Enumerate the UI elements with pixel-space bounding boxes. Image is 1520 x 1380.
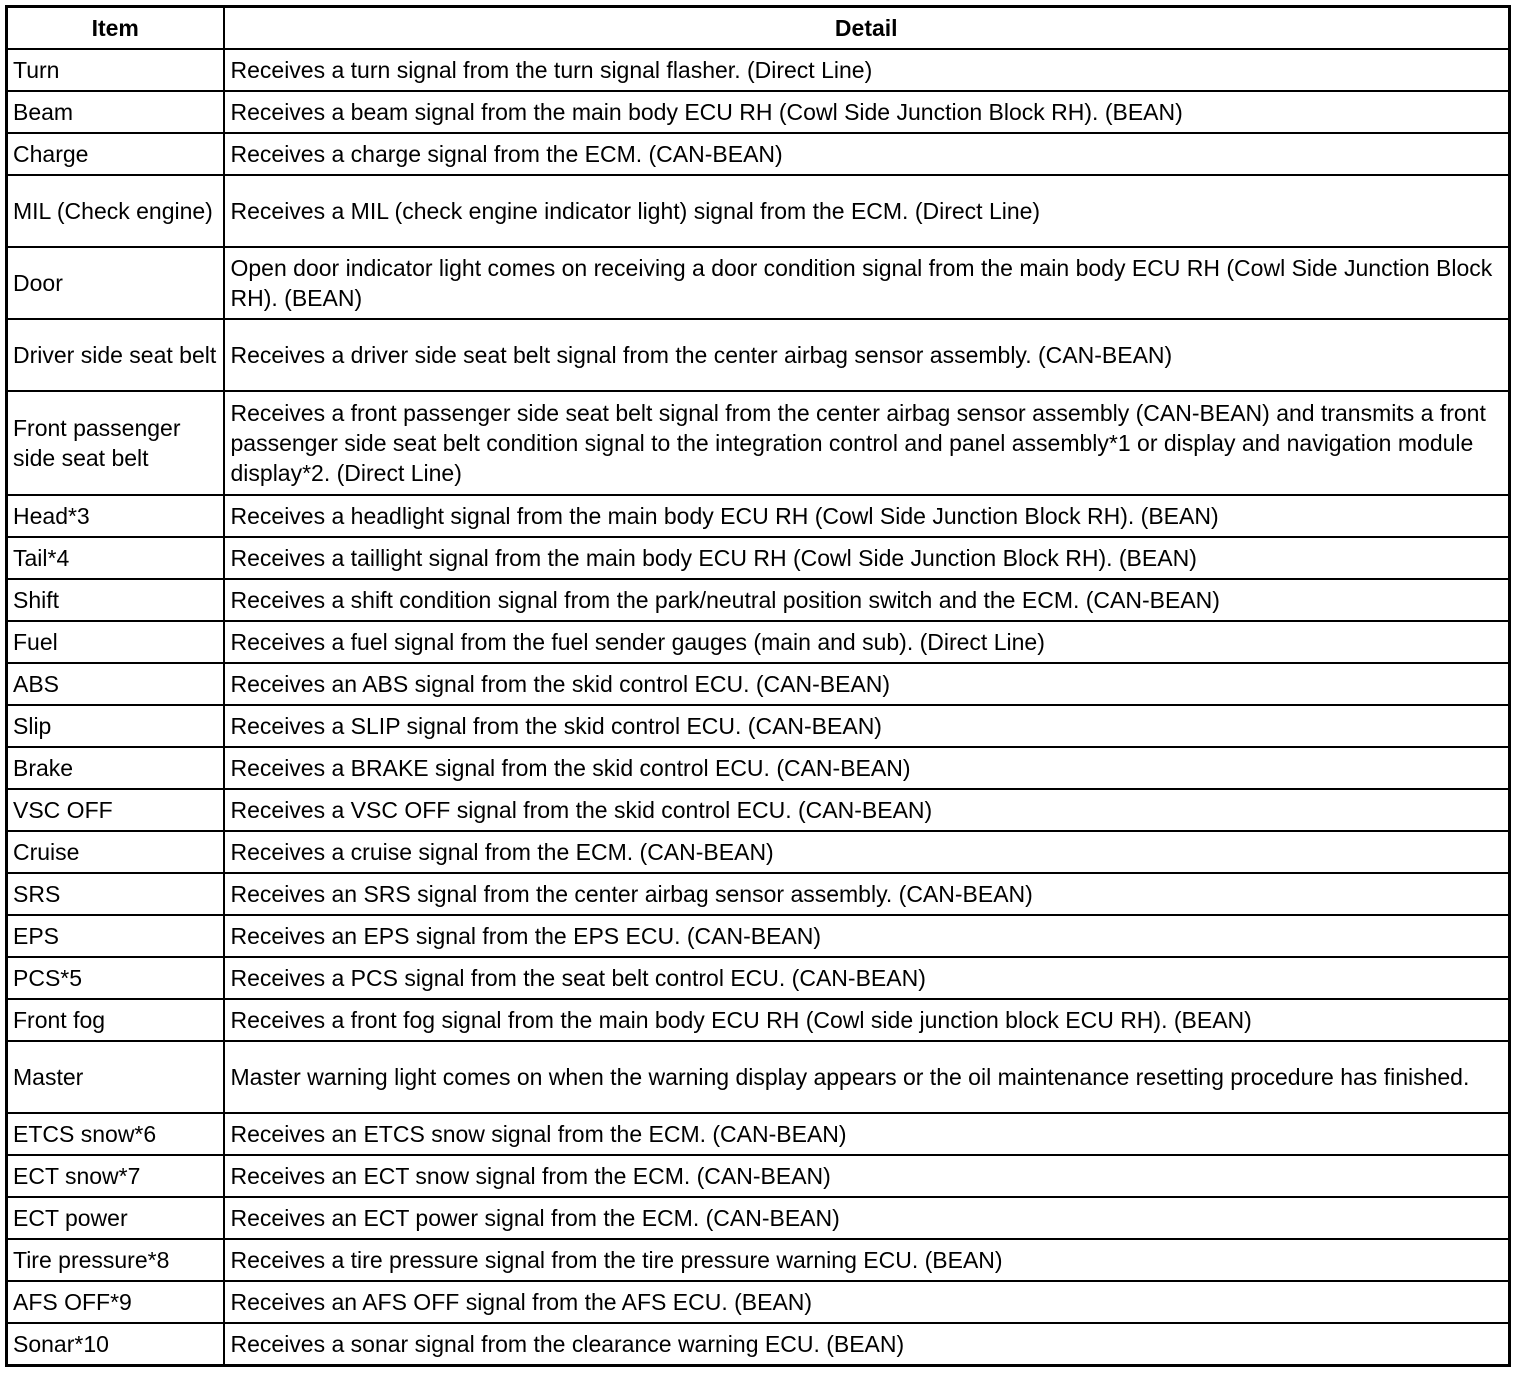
detail-cell: Receives a front passenger side seat belt signal from the center airbag sensor assembly (CAN-BEAN) and transmits a front passenger side seat belt condition signal to the integration control and panel assembly*1 or display and navigation module display*2. (Direct Line) [224,391,1510,495]
detail-cell: Receives an ECT power signal from the ECM. (CAN-BEAN) [224,1197,1510,1239]
item-cell: PCS*5 [7,957,224,999]
detail-cell: Receives a VSC OFF signal from the skid control ECU. (CAN-BEAN) [224,789,1510,831]
detail-cell: Receives a sonar signal from the clearance warning ECU. (BEAN) [224,1323,1510,1366]
item-cell: Turn [7,49,224,91]
item-cell: SRS [7,873,224,915]
detail-cell: Receives a tire pressure signal from the tire pressure warning ECU. (BEAN) [224,1239,1510,1281]
detail-cell: Receives an ABS signal from the skid control ECU. (CAN-BEAN) [224,663,1510,705]
detail-cell: Receives a MIL (check engine indicator light) signal from the ECM. (Direct Line) [224,175,1510,247]
table-row [7,175,1510,247]
detail-cell: Receives a headlight signal from the main body ECU RH (Cowl Side Junction Block RH). (BEAN) [224,495,1510,537]
table-row [7,49,1510,91]
item-cell: AFS OFF*9 [7,1281,224,1323]
detail-cell: Receives an ETCS snow signal from the ECM. (CAN-BEAN) [224,1113,1510,1155]
table-row [7,915,1510,957]
table-row [7,663,1510,705]
table-row [7,1197,1510,1239]
item-cell: Sonar*10 [7,1323,224,1366]
item-cell: Charge [7,133,224,175]
item-cell: Slip [7,705,224,747]
item-cell: Cruise [7,831,224,873]
detail-cell: Receives a front fog signal from the main body ECU RH (Cowl side junction block ECU RH). (BEAN) [224,999,1510,1041]
detail-cell: Receives a SLIP signal from the skid control ECU. (CAN-BEAN) [224,705,1510,747]
table-row [7,1281,1510,1323]
item-cell: Driver side seat belt [7,319,224,391]
table-row [7,1323,1510,1366]
item-cell: Fuel [7,621,224,663]
item-cell: EPS [7,915,224,957]
table-row [7,133,1510,175]
item-cell: VSC OFF [7,789,224,831]
item-cell: Beam [7,91,224,133]
table-row [7,1239,1510,1281]
table-row [7,537,1510,579]
table-row [7,495,1510,537]
detail-cell: Receives a beam signal from the main body ECU RH (Cowl Side Junction Block RH). (BEAN) [224,91,1510,133]
item-cell: Brake [7,747,224,789]
detail-cell: Receives an SRS signal from the center airbag sensor assembly. (CAN-BEAN) [224,873,1510,915]
detail-cell: Receives a BRAKE signal from the skid control ECU. (CAN-BEAN) [224,747,1510,789]
item-cell: Door [7,247,224,319]
table-header-row [7,7,1510,50]
table-row [7,999,1510,1041]
item-cell: Shift [7,579,224,621]
table-row [7,705,1510,747]
item-cell: Front passenger side seat belt [7,391,224,495]
detail-cell: Receives a turn signal from the turn signal flasher. (Direct Line) [224,49,1510,91]
table-row [7,247,1510,319]
detail-cell: Receives an AFS OFF signal from the AFS ECU. (BEAN) [224,1281,1510,1323]
table-row [7,621,1510,663]
table-row [7,1113,1510,1155]
item-column-header: Item [7,7,224,50]
table-row [7,831,1510,873]
detail-cell: Receives a charge signal from the ECM. (CAN-BEAN) [224,133,1510,175]
table-row [7,1041,1510,1113]
detail-cell: Receives a cruise signal from the ECM. (CAN-BEAN) [224,831,1510,873]
table-row [7,1155,1510,1197]
detail-cell: Receives a shift condition signal from the park/neutral position switch and the ECM. (CAN-BEAN) [224,579,1510,621]
indicator-detail-table [5,5,1511,1367]
item-cell: Tail*4 [7,537,224,579]
table-row [7,747,1510,789]
item-cell: ECT snow*7 [7,1155,224,1197]
detail-cell: Open door indicator light comes on receiving a door condition signal from the main body ECU RH (Cowl Side Junction Block RH). (BEAN) [224,247,1510,319]
table-row [7,789,1510,831]
detail-cell: Master warning light comes on when the warning display appears or the oil maintenance resetting procedure has finished. [224,1041,1510,1113]
document-page [5,5,1508,1367]
item-cell: ETCS snow*6 [7,1113,224,1155]
detail-cell: Receives a taillight signal from the main body ECU RH (Cowl Side Junction Block RH). (BEAN) [224,537,1510,579]
table-row [7,91,1510,133]
table-row [7,873,1510,915]
item-cell: Tire pressure*8 [7,1239,224,1281]
item-cell: Head*3 [7,495,224,537]
item-cell: ECT power [7,1197,224,1239]
item-cell: ABS [7,663,224,705]
detail-column-header: Detail [224,7,1510,50]
table-row [7,957,1510,999]
table-row [7,391,1510,495]
detail-cell: Receives an EPS signal from the EPS ECU. (CAN-BEAN) [224,915,1510,957]
detail-cell: Receives a PCS signal from the seat belt control ECU. (CAN-BEAN) [224,957,1510,999]
item-cell: Front fog [7,999,224,1041]
detail-cell: Receives a fuel signal from the fuel sender gauges (main and sub). (Direct Line) [224,621,1510,663]
detail-cell: Receives a driver side seat belt signal from the center airbag sensor assembly. (CAN-BEAN) [224,319,1510,391]
table-row [7,319,1510,391]
item-cell: Master [7,1041,224,1113]
table-row [7,579,1510,621]
detail-cell: Receives an ECT snow signal from the ECM. (CAN-BEAN) [224,1155,1510,1197]
item-cell: MIL (Check engine) [7,175,224,247]
